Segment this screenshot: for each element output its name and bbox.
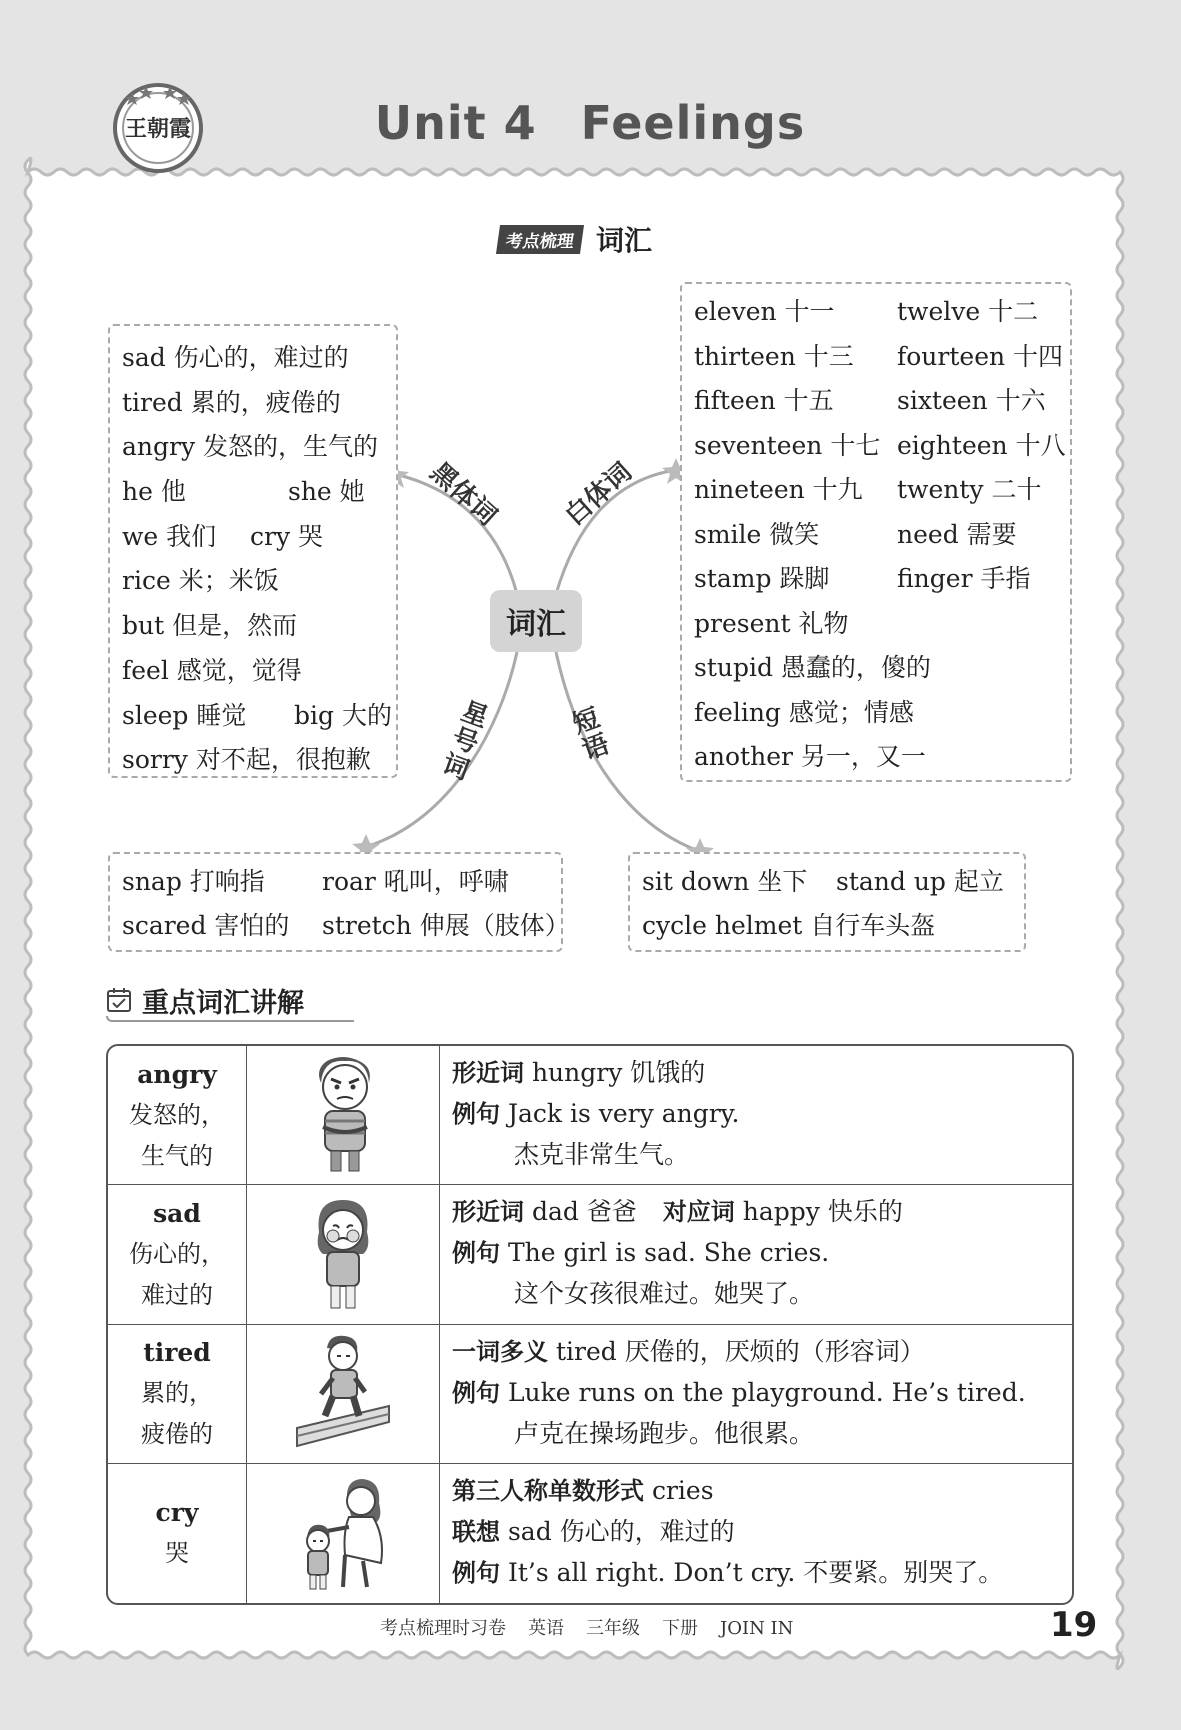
footer-item: 英语 [528, 1618, 564, 1639]
vocab-word-cell [108, 1464, 247, 1603]
footer-item: 三年级 [586, 1618, 640, 1639]
mindmap-center: 词汇 [490, 590, 582, 652]
page-title [340, 96, 840, 150]
footer-item: JOIN IN [720, 1618, 794, 1639]
word-row [642, 904, 1024, 948]
vocab-word: angry [137, 1059, 217, 1089]
calendar-check-icon [106, 987, 132, 1013]
table-row [108, 1463, 1072, 1603]
section-tag: 考点梳理 [496, 225, 584, 254]
note-label: 形近词 [452, 1198, 524, 1226]
word-entry: twenty 二十 [897, 475, 1042, 504]
note-label: 第三人称单数形式 [452, 1477, 644, 1505]
section-title: 词汇 [596, 224, 653, 257]
note-text: sad 伤心的，难过的 [507, 1517, 735, 1546]
word-row [694, 379, 1070, 424]
word-entry: she 她 [288, 477, 365, 507]
word-row [694, 646, 1070, 691]
word-row [694, 513, 1070, 558]
note-line [452, 1413, 1072, 1454]
footer-item: 考点梳理时习卷 [380, 1618, 506, 1639]
vocab-meaning: 伤心的， [129, 1239, 225, 1268]
unit-number: Unit 4 [374, 96, 537, 150]
white-words-box [680, 282, 1072, 782]
word-entry: angry 发怒的，生气的 [122, 432, 379, 462]
vocab-meaning: 哭 [165, 1539, 189, 1568]
note-text: The girl is sad. She cries. [507, 1238, 830, 1267]
tired-boy-illustration [293, 1332, 393, 1456]
page-footer [380, 1614, 793, 1640]
word-entry: tired 累的，疲倦的 [122, 387, 341, 417]
word-entry: big 大的 [294, 700, 392, 730]
word-entry: seventeen 十七 [694, 430, 881, 460]
word-row [122, 515, 396, 560]
vocab-meaning: 难过的 [141, 1280, 213, 1309]
word-entry: smile 微笑 [694, 519, 820, 549]
note-text: Luke runs on the playground. He’s tired. [507, 1377, 1026, 1407]
note-text: It’s all right. Don’t cry. 不要紧。别哭了。 [507, 1558, 1004, 1587]
footer-item: 下册 [662, 1618, 698, 1639]
vocab-meaning: 累的， [141, 1379, 213, 1408]
note-line [452, 1191, 1072, 1232]
heading-underline [106, 1016, 354, 1022]
note-line [452, 1552, 1072, 1593]
branch-label-bold: 黑体词 [424, 457, 503, 532]
vocab-notes [440, 1325, 1072, 1464]
word-entry: stupid 愚蠢的，傻的 [694, 653, 931, 682]
note-label: 对应词 [662, 1198, 735, 1226]
note-translation: 杰克非常生气。 [514, 1140, 690, 1169]
word-entry: fourteen 十四 [897, 341, 1064, 371]
vocab-notes [440, 1464, 1072, 1603]
word-entry: sleep 睡觉 [122, 700, 247, 730]
word-row [122, 425, 396, 470]
vocab-word: sad [153, 1198, 201, 1228]
word-entry: he 他 [122, 477, 186, 507]
note-text: hungry 饥饿的 [531, 1058, 706, 1087]
word-entry: present 礼物 [694, 608, 849, 638]
vocab-picture-cell [247, 1325, 440, 1464]
word-entry: but 但是，然而 [122, 611, 298, 641]
note-label: 一词多义 [452, 1337, 548, 1366]
word-entry: stamp 跺脚 [694, 564, 830, 593]
word-entry: cry 哭 [250, 521, 324, 551]
note-line [452, 1134, 1072, 1175]
word-entry: sixteen 十六 [897, 386, 1046, 415]
word-entry: scared 害怕的 [122, 911, 290, 940]
word-entry: stand up 起立 [836, 867, 1004, 896]
note-line [452, 1273, 1072, 1314]
word-row [122, 470, 396, 515]
note-label: 联想 [452, 1518, 500, 1546]
word-row [694, 691, 1070, 736]
word-entry: twelve 十二 [897, 297, 1039, 326]
word-entry: eighteen 十八 [897, 430, 1066, 460]
note-text: cries [651, 1476, 714, 1505]
vocab-notes [440, 1185, 1072, 1324]
vocab-word: cry [155, 1498, 199, 1528]
branch-label-phrase: 短语 [568, 702, 614, 767]
mother-comforting-child-illustration [293, 1471, 393, 1595]
note-line [452, 1372, 1072, 1413]
section-heading [498, 222, 652, 256]
note-text: Jack is very angry. [507, 1099, 740, 1128]
word-entry: another 另一，又一 [694, 742, 926, 771]
branch-label-white: 白体词 [559, 457, 638, 532]
note-translation: 卢克在操场跑步。他很累。 [514, 1418, 815, 1448]
word-entry: nineteen 十九 [694, 475, 863, 504]
vocab-picture-cell [247, 1046, 440, 1184]
word-entry: cycle helmet 自行车头盔 [642, 911, 936, 940]
table-row [108, 1324, 1072, 1464]
vocab-meaning: 生气的 [141, 1141, 213, 1170]
crying-girl-illustration [293, 1192, 393, 1316]
note-line [452, 1093, 1072, 1134]
note-translation: 这个女孩很难过。她哭了。 [514, 1279, 815, 1308]
word-entry: roar 吼叫，呼啸 [322, 867, 509, 896]
word-entry: sit down 坐下 [642, 867, 808, 896]
word-entry: finger 手指 [897, 564, 1031, 593]
word-entry: stretch 伸展（肢体） [322, 911, 570, 940]
word-entry: need 需要 [897, 519, 1017, 549]
word-row [694, 424, 1070, 469]
word-entry: feel 感觉，觉得 [122, 655, 302, 685]
word-row [122, 649, 396, 694]
word-entry: feeling 感觉；情感 [694, 697, 914, 727]
note-line [452, 1470, 1072, 1511]
logo-text: 王朝霞 [124, 116, 191, 142]
key-vocab-heading [106, 982, 304, 1018]
word-row [642, 860, 1024, 904]
word-row [122, 559, 396, 604]
word-entry: we 我们 [122, 521, 217, 551]
word-row [122, 738, 396, 783]
word-row [122, 381, 396, 426]
word-row [694, 735, 1070, 780]
word-row [694, 335, 1070, 380]
table-row [108, 1046, 1072, 1184]
word-row [694, 557, 1070, 602]
note-text: happy 快乐的 [742, 1197, 903, 1226]
vocab-word-cell [108, 1185, 247, 1324]
vocab-picture-cell [247, 1185, 440, 1324]
note-line [452, 1331, 1072, 1372]
note-line [452, 1232, 1072, 1273]
bold-words-box [108, 324, 398, 778]
word-entry: eleven 十一 [694, 297, 835, 326]
word-row [122, 604, 396, 649]
word-row [122, 860, 561, 904]
note-label: 例句 [452, 1559, 500, 1587]
word-entry: sorry 对不起，很抱歉 [122, 745, 371, 775]
note-line [452, 1511, 1072, 1552]
angry-boy-illustration [293, 1053, 393, 1177]
note-label: 例句 [452, 1239, 500, 1267]
unit-topic: Feelings [580, 96, 806, 150]
vocab-notes [440, 1046, 1072, 1184]
note-line [452, 1052, 1072, 1093]
note-text: dad 爸爸 [531, 1197, 637, 1226]
word-row [122, 904, 570, 948]
branch-label-star: 星号词 [438, 696, 493, 787]
word-entry: sad 伤心的，难过的 [122, 343, 349, 372]
phrases-box [628, 852, 1026, 952]
word-row [694, 602, 1070, 647]
vocab-word: tired [143, 1338, 211, 1368]
vocab-meaning: 发怒的， [129, 1100, 225, 1129]
publisher-logo [112, 82, 204, 174]
vocab-word-cell [108, 1046, 247, 1184]
note-label: 例句 [452, 1100, 500, 1128]
word-entry: snap 打响指 [122, 867, 265, 896]
word-row [694, 468, 1070, 513]
vocab-word-cell [108, 1325, 247, 1464]
word-row [694, 290, 1070, 335]
word-row [122, 694, 396, 739]
note-label: 例句 [452, 1378, 500, 1407]
note-text: tired 厌倦的，厌烦的（形容词） [555, 1336, 925, 1366]
vocab-meaning: 疲倦的 [141, 1420, 213, 1449]
word-entry: rice 米；米饭 [122, 566, 279, 596]
word-entry: fifteen 十五 [694, 386, 834, 415]
word-row [122, 336, 396, 381]
note-label: 形近词 [452, 1059, 524, 1087]
star-words-box [108, 852, 570, 952]
word-entry: thirteen 十三 [694, 341, 854, 371]
vocab-picture-cell [247, 1464, 440, 1603]
key-vocab-table [106, 1044, 1074, 1605]
key-vocab-title: 重点词汇讲解 [142, 987, 304, 1019]
page-number: 19 [1050, 1605, 1098, 1645]
table-row [108, 1184, 1072, 1324]
